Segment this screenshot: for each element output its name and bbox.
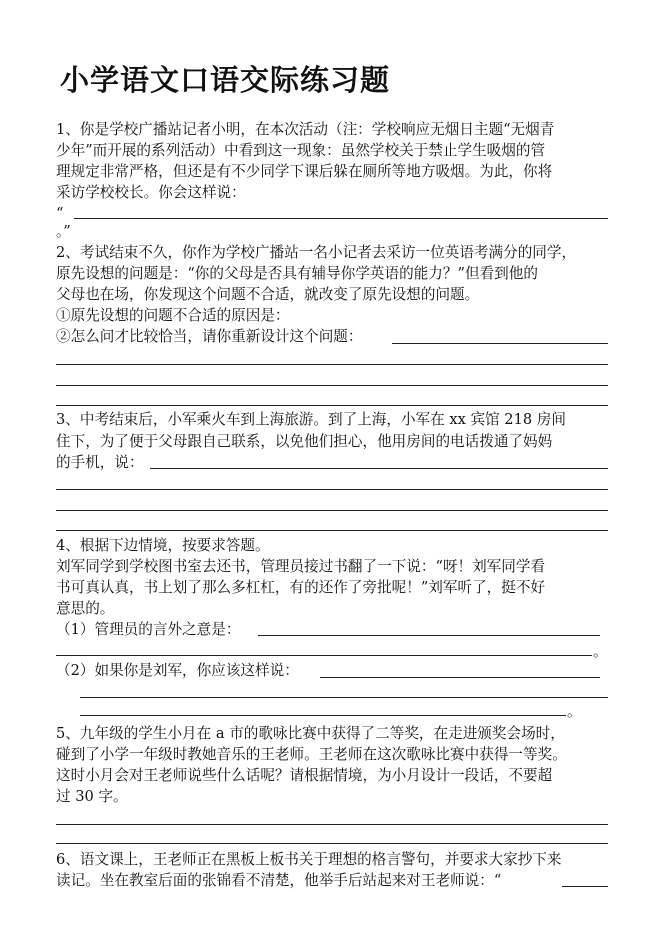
q4-sub-2: （2）如果你是刘军，你应该这样说： xyxy=(56,662,299,679)
q1-line-2: 少年”而开展的系列活动）中看到这一现象：虽然学校关于禁止学生吸烟的管 xyxy=(56,142,546,159)
q6-line-1: 6、语文课上，王老师正在黑板上板书关于理想的格言警句，并要求大家抄下来 xyxy=(56,851,562,868)
q5-line-3: 这时小月会对王老师说些什么话呢？请根据情境，为小月设计一段话，不要超 xyxy=(56,767,553,784)
q1-line-1: 1、你是学校广播站记者小明，在本次活动（注：学校响应无烟日主题“无烟青 xyxy=(56,121,555,138)
q4-line-2: 刘军同学到学校图书室去还书，管理员接过书翻了一下说：“呀！刘军同学看 xyxy=(56,558,546,575)
q4-line-1: 4、根据下边情境，按要求答题。 xyxy=(56,537,270,554)
q3-answer-line-4[interactable] xyxy=(56,530,608,531)
q1-line-3: 理规定非常严格，但还是有不少同学下课后躲在厕所等地方吸烟。为此，你将 xyxy=(56,163,553,180)
q6-answer-line[interactable] xyxy=(562,886,608,887)
q2-answer-line-1[interactable] xyxy=(392,343,608,344)
q3-line-3: 的手机，说： xyxy=(56,454,144,471)
q5-answer-line-2[interactable] xyxy=(56,843,608,844)
q4-answer-line-1b[interactable] xyxy=(56,655,592,656)
q4-answer-line-2a[interactable] xyxy=(320,677,600,678)
q3-answer-line-2[interactable] xyxy=(56,489,608,490)
q3-answer-line-1[interactable] xyxy=(150,468,608,469)
q6-line-2: 读记。坐在教室后面的张锦看不清楚，他举手后站起来对王老师说：“ xyxy=(56,872,502,889)
q5-answer-line-1[interactable] xyxy=(56,824,608,825)
q1-line-4: 采访学校校长。你会这样说： xyxy=(56,184,246,201)
q4-end-2: 。 xyxy=(567,703,582,720)
q2-answer-line-4[interactable] xyxy=(56,405,608,406)
q1-open-quote: “ xyxy=(56,205,64,222)
q5-line-1: 5、九年级的学生小月在 a 市的歌咏比赛中获得了二等奖，在走进颁奖会场时， xyxy=(56,725,565,742)
q4-answer-line-1a[interactable] xyxy=(258,635,600,636)
q2-line-2: 原先设想的问题是：“你的父母是否具有辅导你学英语的能力？”但看到他的 xyxy=(56,265,538,282)
q4-line-3: 书可真认真，书上划了那么多杠杠，有的还作了旁批呢！”刘军听了，挺不好 xyxy=(56,579,546,596)
page-title: 小学语文口语交际练习题 xyxy=(60,63,391,97)
q3-answer-line-3[interactable] xyxy=(56,510,608,511)
q2-answer-line-3[interactable] xyxy=(56,385,608,386)
q2-line-3: 父母也在场，你发现这个问题不合适，就改变了原先设想的问题。 xyxy=(56,286,480,303)
q1-close-quote: 。” xyxy=(56,223,71,240)
q4-sub-1: （1）管理员的言外之意是： xyxy=(56,621,241,638)
q4-line-4: 意思的。 xyxy=(56,600,115,617)
q5-line-2: 碰到了小学一年级时教她音乐的王老师。王老师在这次歌咏比赛中获得一等奖。 xyxy=(56,746,567,763)
q1-answer-line[interactable] xyxy=(74,218,608,219)
q2-sub-2: ②怎么问才比较恰当，请你重新设计这个问题： xyxy=(56,328,363,345)
q3-line-2: 住下，为了便于父母跟自己联系，以免他们担心，他用房间的电话拨通了妈妈 xyxy=(56,433,553,450)
q3-line-1: 3、中考结束后，小军乘火车到上海旅游。到了上海，小军在 xx 宾馆 218 房间 xyxy=(56,411,566,428)
q2-sub-1: ①原先设想的问题不合适的原因是： xyxy=(56,307,290,324)
q4-answer-line-2b[interactable] xyxy=(80,697,608,698)
q2-answer-line-2[interactable] xyxy=(56,364,608,365)
q4-end-1: 。 xyxy=(593,643,608,660)
q5-line-4: 过 30 字。 xyxy=(56,788,128,805)
q2-line-1: 2、考试结束不久，你作为学校广播站一名小记者去采访一位英语考满分的同学， xyxy=(56,244,577,261)
q4-answer-line-2c[interactable] xyxy=(80,715,566,716)
